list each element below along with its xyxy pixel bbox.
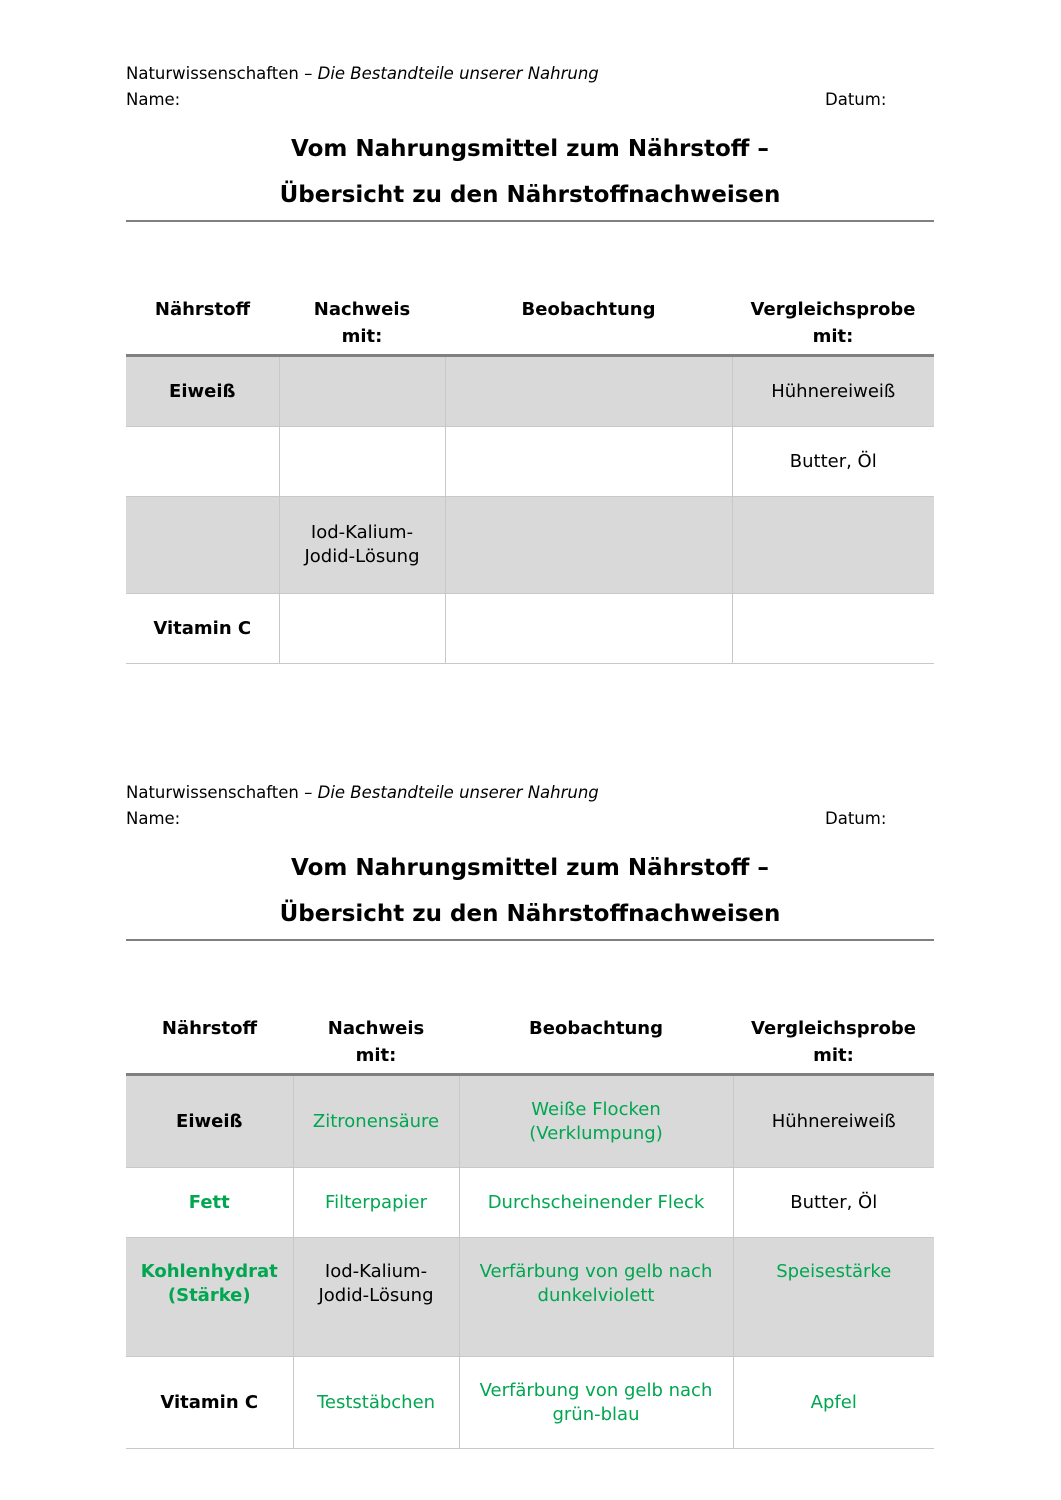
table-row: [126, 427, 934, 497]
date-label: Datum:: [825, 90, 887, 109]
worksheet-solution: [126, 781, 934, 1449]
table-row: [126, 497, 934, 594]
table-header-row: [126, 296, 934, 356]
cell-nachweis[interactable]: [279, 594, 445, 664]
cell-vergleich: Butter, Öl: [732, 427, 934, 497]
page-title: [126, 114, 934, 222]
column-header-nachweis: Nachweis mit:: [279, 296, 445, 356]
column-header-nachweis: Nachweis mit:: [293, 1015, 459, 1075]
date-label: Datum:: [825, 809, 887, 828]
cell-naehrstoff: Kohlenhydrat (Stärke): [126, 1238, 293, 1357]
cell-naehrstoff: Eiweiß: [126, 356, 279, 427]
cell-naehrstoff[interactable]: [126, 497, 279, 594]
subject-line: [126, 781, 934, 807]
cell-vergleich: Speisestärke: [733, 1238, 934, 1357]
title-line-2: Übersicht zu den Nährstoffnachweisen: [279, 182, 781, 208]
table-row: [126, 1075, 934, 1168]
topic: Die Bestandteile unserer Nahrung: [317, 783, 599, 802]
cell-vergleich: Apfel: [733, 1357, 934, 1449]
title-line-2: Übersicht zu den Nährstoffnachweisen: [279, 901, 781, 927]
title-line-1: Vom Nahrungsmittel zum Nährstoff –: [291, 136, 769, 162]
topic: Die Bestandteile unserer Nahrung: [317, 64, 599, 83]
cell-nachweis[interactable]: [279, 356, 445, 427]
cell-beobachtung[interactable]: [445, 356, 732, 427]
cell-beobachtung[interactable]: [445, 594, 732, 664]
name-date-row: [126, 807, 934, 833]
column-header-beobachtung: Beobachtung: [459, 1015, 733, 1075]
column-header-vergleichsprobe: Vergleichsprobe mit:: [732, 296, 934, 356]
cell-beobachtung[interactable]: [445, 427, 732, 497]
worksheet-blank: [126, 62, 934, 664]
table-row: [126, 1357, 934, 1449]
cell-vergleich: Hühnereiweiß: [733, 1075, 934, 1168]
table-row: [126, 1168, 934, 1238]
cell-beobachtung: Verfärbung von gelb nach grün-blau: [459, 1357, 733, 1449]
cell-nachweis[interactable]: [279, 427, 445, 497]
cell-naehrstoff: Vitamin C: [126, 1357, 293, 1449]
cell-beobachtung: Durchscheinender Fleck: [459, 1168, 733, 1238]
cell-vergleich: Hühnereiweiß: [732, 356, 934, 427]
cell-nachweis: Iod-Kalium- Jodid-Lösung: [293, 1238, 459, 1357]
subject-line: [126, 62, 934, 88]
column-header-vergleichsprobe: Vergleichsprobe mit:: [733, 1015, 934, 1075]
cell-vergleich[interactable]: [732, 594, 934, 664]
cell-vergleich[interactable]: [732, 497, 934, 594]
name-label: Name:: [126, 90, 181, 109]
cell-beobachtung: Verfärbung von gelb nach dunkelviolett: [459, 1238, 733, 1357]
cell-nachweis: Iod-Kalium- Jodid-Lösung: [279, 497, 445, 594]
page-title: [126, 833, 934, 941]
nutrient-test-table: [126, 296, 934, 664]
column-header-naehrstoff: Nährstoff: [126, 296, 279, 356]
nutrient-test-table-solution: [126, 1015, 934, 1449]
table-row: [126, 594, 934, 664]
title-line-1: Vom Nahrungsmittel zum Nährstoff –: [291, 855, 769, 881]
cell-vergleich: Butter, Öl: [733, 1168, 934, 1238]
cell-naehrstoff: Eiweiß: [126, 1075, 293, 1168]
cell-naehrstoff: Fett: [126, 1168, 293, 1238]
cell-beobachtung: Weiße Flocken (Verklumpung): [459, 1075, 733, 1168]
name-label: Name:: [126, 809, 181, 828]
table-header-row: [126, 1015, 934, 1075]
table-row: [126, 1238, 934, 1357]
column-header-naehrstoff: Nährstoff: [126, 1015, 293, 1075]
cell-naehrstoff[interactable]: [126, 427, 279, 497]
column-header-beobachtung: Beobachtung: [445, 296, 732, 356]
cell-beobachtung[interactable]: [445, 497, 732, 594]
cell-nachweis: Zitronensäure: [293, 1075, 459, 1168]
subject: Naturwissenschaften –: [126, 783, 313, 802]
subject: Naturwissenschaften –: [126, 64, 313, 83]
cell-nachweis: Filterpapier: [293, 1168, 459, 1238]
table-row: [126, 356, 934, 427]
cell-naehrstoff: Vitamin C: [126, 594, 279, 664]
cell-nachweis: Teststäbchen: [293, 1357, 459, 1449]
name-date-row: [126, 88, 934, 114]
